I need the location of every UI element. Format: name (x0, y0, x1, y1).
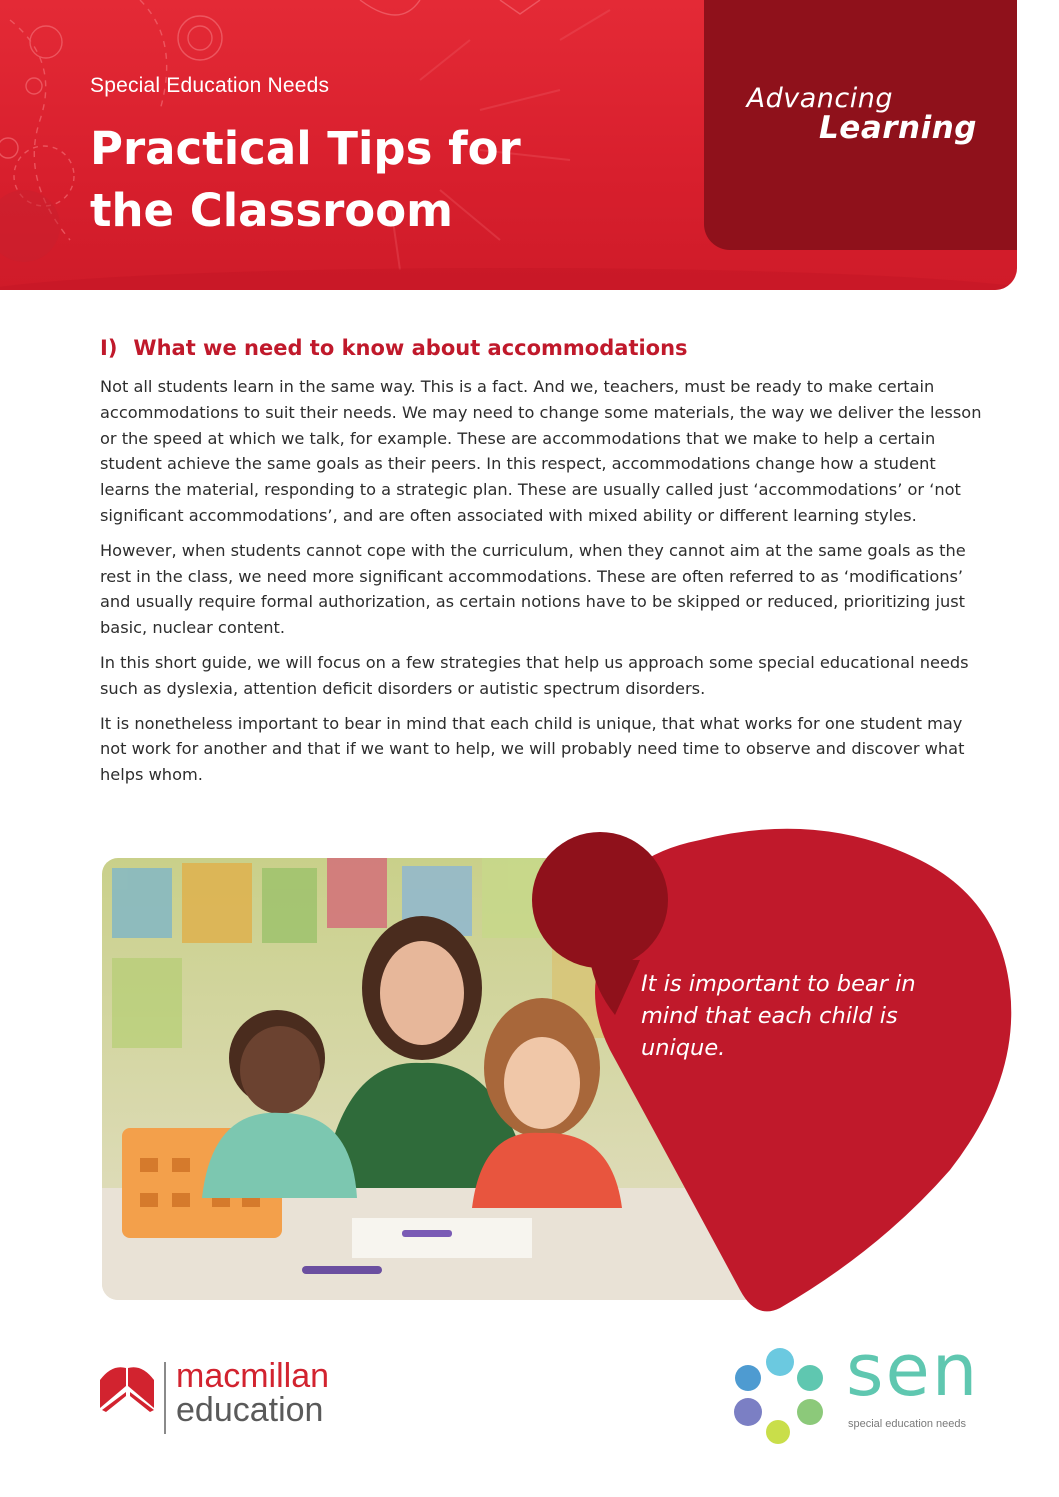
macmillan-line1: macmillan (176, 1357, 330, 1395)
sen-circle-logo-icon (732, 1348, 828, 1444)
section-title: What we need to know about accommodations (133, 336, 688, 360)
macmillan-wordmark (176, 1359, 329, 1427)
page-title-line1: Practical Tips for (90, 122, 521, 175)
badge-line2: Learning (819, 110, 977, 146)
page-title (90, 118, 650, 242)
macmillan-logo-icon (100, 1362, 156, 1412)
paragraph: In this short guide, we will focus on a few strategies that help us approach some special educational needs such as dyslexia, attention deficit disorders or autistic spectrum disorders. (100, 652, 969, 698)
logo-divider (164, 1362, 166, 1434)
pull-quote: It is important to bear in mind that each child is unique. (641, 971, 916, 1061)
macmillan-line2: education (176, 1391, 324, 1429)
series-subtitle: Special Education Needs (90, 74, 330, 97)
sen-wordmark: sen (846, 1328, 980, 1412)
advancing-learning-badge (704, 0, 1017, 250)
page-title-line2: the Classroom (90, 184, 454, 237)
body-text (100, 374, 990, 797)
quote-bubble (520, 820, 1040, 1320)
sen-tagline: special education needs (848, 1418, 967, 1430)
section-heading (100, 336, 688, 360)
paragraph: Not all students learn in the same way. This is a fact. And we, teachers, must be ready to make certain accommodations to suit their needs. We may need to change some materials, the way we deliver the lesson or the speed at which we talk, for example. These are accommodations that we make to help a certain student achieve the same goals as their peers. In this respect, accommodations change how a student learns the material, responding to a strategic plan. These are usually called just ‘accommodations’ or ‘not significant accommodations’, and are often associated with mixed ability or different learning styles. (100, 377, 982, 525)
paragraph: However, when students cannot cope with the curriculum, when they cannot aim at the same goals as the rest in the class, we need more significant accommodations. These are often referred to as ‘modifications’ and usually require formal authorization, as certain notions have to be skipped or reduced, prioritizing just basic, nuclear content. (100, 540, 966, 638)
section-number: I) (100, 336, 118, 360)
paragraph: It is nonetheless important to bear in mind that each child is unique, that what works for one student may not work for another and that if we want to help, we will probably need time to observe and discover what helps whom. (100, 713, 965, 785)
badge-line1-text: Advancing (746, 83, 893, 114)
